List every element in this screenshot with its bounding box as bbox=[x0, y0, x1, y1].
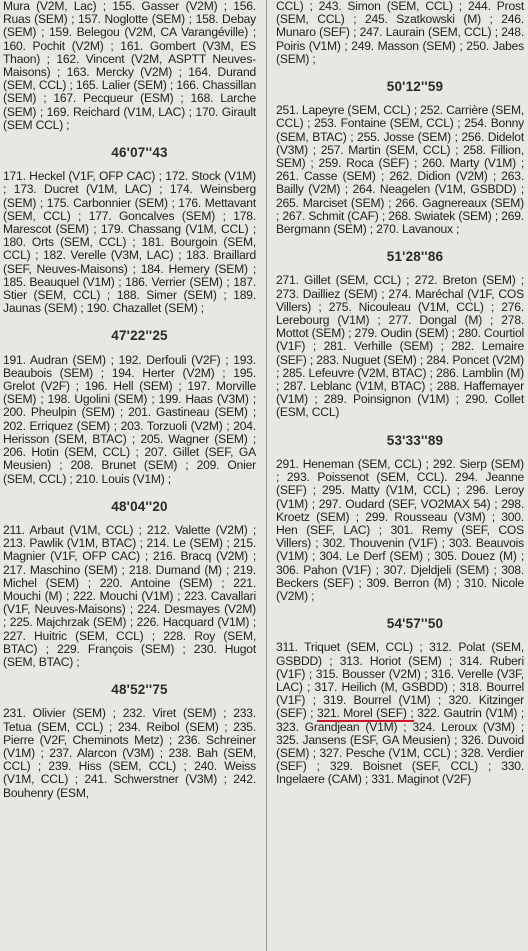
results-text: 171. Heckel (V1F, OFP CAC) ; 172. Stock (V1M) ; 173. Ducret (V1M, LAC) ; 174. Weinsberg (SEM) ; 175. Carbonnier (SEM) ; 176. Mettavant (SEM, CCL) ; 177. Goncalves (SEM) ; 178. Marescot (SEM) ; 179. Chassang (V1M, CCL) ; 180. Orts (SEM, CCL) ; 181. Bourgoin (SEM, CCL) ; 182. Verelle (V3M, LAC) ; 183. Braillard (SEF, Neuves-Maisons) ; 184. Hemery (SEM) ; 185. Beauquel (V1M) ; 186. Verrier (SEM) ; 187. Stier (SEM, CCL) ; 188. Simer (SEM) ; 189. Jaunas (SEM) ; 190. Chazallet (SEM) ; bbox=[3, 169, 256, 316]
results-text-after: 322. Gautrin (V1M) ; 323. Grandjean (V1M) ; 324. Leroux (V3M) ; 325. Jansens (ESF, GA Meusien) ; 326. Duvoid (SEM) ; 327. Pesche (V1M, CCL) ; 328. Verdier (SEF) ; 329. Boisnet (SEF, CCL) ; 330. Ingelaere (CAM) ; 331. Maginot (V2F) bbox=[276, 706, 524, 787]
results-text: 291. Heneman (SEM, CCL) ; 292. Sierp (SEM) ; 293. Poissenot (SEM, CCL). 294. Jeanne (SEF) ; 295. Matty (V1M, CCL) ; 296. Leroy (V1M) ; 297. Oudard (SEF, VO2MAX 54) ; 298. Kroetz (SEM) ; 299. Rousseau (V3M) ; 300. Hen (SEF, LAC) ; 301. Remy (SEF, COS Villers) ; 302. Thouvenin (V1F) ; 303. Beauvois (V1M) ; 304. Le Derf (SEM) ; 305. Douez (M) ; 306. Pahon (V1F) ; 307. Djeldjeli (SEM) ; 308. Beckers (SEF) ; 309. Berron (M) ; 310. Nicole (V2M) ; bbox=[276, 456, 524, 603]
results-text: 211. Arbaut (V1M, CCL) ; 212. Valette (V2M) ; 213. Pawlik (V1M, BTAC) ; 214. Le (SEM) ; 215. Magnier (V1F, OFP CAC) ; 216. Bracq (V2M) ; 217. Maschino (SEM) ; 218. Dumand (M) ; 219. Michel (SEM) ; 220. Antoine (SEM) ; 221. Mouchi (M) ; 222. Mouchi (V1M) ; 223. Cavallari (V1F, Neuves-Maisons) ; 224. Desmayes (V2M) ; 225. Majchrzak (SEM) ; 226. Hacquard (V1M) ; 227. Huitric (SEM, CCL) ; 228. Roy (SEM, BTAC) ; 229. François (SEM) ; 230. Hugot (SEM, BTAC) ; bbox=[3, 522, 256, 669]
results-text-before: 311. Triquet (SEM, CCL) ; 312. Polat (SEM, GSBDD) ; 313. Horiot (SEM) ; 314. Ruberi (V1F) ; 315. Bousser (V2M) ; 316. Verelle (V3F, LAC) ; 317. Heilich (M, GSBDD) ; 318. Bourrel (V1F) ; 319. Bourrel (V1M) ; 320. Kitzinger (SEF) ; bbox=[276, 640, 524, 721]
group-time: 46'07''43 bbox=[111, 145, 168, 161]
group-time: 50'12''59 bbox=[386, 79, 444, 95]
results-text: 251. Lapeyre (SEM, CCL) ; 252. Carrière (SEM, CCL) ; 253. Fontaine (SEM, CCL) ; 254. Bonny (SEM, BTAC) ; 255. Josse (SEM) ; 256. Didelot (V3M) ; 257. Martin (SEM, CCL) ; 258. Fillion, SEM) ; 259. Roca (SEF) ; 260. Marty (V1M) ; 261. Casse (SEM) ; 262. Didion (V2M) ; 263. Bailly (V2M) ; 264. Neagelen (V1M, GSBDD) ; 265. Marciset (SEM) ; 266. Gagnereaux (SEM) ; 267. Schmit (CAF) ; 268. Swiatek (SEM) ; 269. Bergmann (SEM) ; 270. Lavanoux ; bbox=[276, 103, 524, 237]
results-text: Mura (V2M, Lac) ; 155. Gasser (V2M) ; 156. Ruas (SEM) ; 157. Noglotte (SEM) ; 158. Debay (SEM) ; 159. Belegou (V2M, CA Varangéville) ; 160. Pochit (V2M) ; 161. Gombert (V3M, ES Thaon) ; 162. Vincent (V2M, ASPTT Neuves-Maisons) ; 163. Mercky (V2M) ; 164. Durand (SEM, CCL) ; 165. Lalier (SEM) ; 166. Chassillan (SEM) ; 167. Pecqueur (ESM) ; 168. Larche (SEM) ; 169. Reichard (V1M, LAC) ; 170. Girault (SEM CCL) ; bbox=[3, 0, 256, 132]
results-text: 271. Gillet (SEM, CCL) ; 272. Breton (SEM) ; 273. Dailliez (SEM) ; 274. Maréchal (V1F, COS Villers) ; 275. Nicouleau (V1M, CCL) ; 276. Lerebourg (V1M) ; 277. Dongal (M) ; 278. Mottot (SEM) ; 279. Oudin (SEM) ; 280. Courtiol (V1F) ; 281. Verhille (SEM) ; 282. Lemaire (SEF) ; 283. Nuguet (SEM) ; 284. Poncet (V2M) ; 285. Lefeuvre (V2M, BTAC) ; 286. Lamblin (M) ; 287. Leblanc (V1M, BTAC) ; 288. Haffemayer (V1M) ; 289. Poinsignon (V1M) ; 290. Collet (ESM, CCL) bbox=[276, 273, 524, 420]
column-divider bbox=[266, 0, 267, 951]
results-text bbox=[276, 641, 524, 786]
group-time: 51'28''86 bbox=[386, 249, 444, 265]
results-column-left bbox=[3, 0, 256, 951]
group-time: 53'33''89 bbox=[386, 432, 444, 448]
highlighted-entry: 321. Morel (SEF) ; bbox=[316, 706, 414, 721]
group-time: 48'04''20 bbox=[111, 498, 168, 514]
results-column-right bbox=[276, 0, 524, 951]
results-text: CCL) ; 243. Simon (SEM, CCL) ; 244. Prost (SEM, CCL) ; 245. Szatkowski (M) ; 246. Munaro (SEF) ; 247. Laurain (SEM, CCL) ; 248. Poiris (V1M) ; 249. Masson (SEM) ; 250. Jabes (SEM) ; bbox=[276, 0, 524, 66]
results-text: 231. Olivier (SEM) ; 232. Viret (SEM) ; 233. Tetua (SEM, CCL) ; 234. Reibol (SEM) ; 235. Pierre (V2F, Cheminots Metz) ; 236. Schreiner (V1M) ; 237. Alarcon (V3M) ; 238. Bah (SEM, CCL) ; 239. Hiss (SEM, CCL) ; 240. Weiss (V1M, CCL) ; 241. Schwerstner (V3M) ; 242. Bouhenry (ESM, bbox=[3, 706, 256, 800]
group-time: 54'57''50 bbox=[386, 616, 444, 632]
group-time: 47'22''25 bbox=[111, 328, 168, 344]
results-text: 191. Audran (SEM) ; 192. Derfouli (V2F) ; 193. Beaubois (SEM) ; 194. Herter (V2M) ; 195. Grelot (V2F) ; 196. Hell (SEM) ; 197. Morville (SEM) ; 198. Ugolini (SEM) ; 199. Haas (V3M) ; 200. Pheulpin (SEM) ; 201. Gastineau (SEM) ; 202. Erriquez (SEM) ; 203. Torzuoli (V2M) ; 204. Herisson (SEM, BTAC) ; 205. Wagner (SEM) ; 206. Hotin (SEM, CCL) ; 207. Gillet (SEF, GA Meusien) ; 208. Brunet (SEM) ; 209. Onier (SEM, CCL) ; 210. Louis (V1M) ; bbox=[3, 352, 256, 486]
group-time: 48'52''75 bbox=[111, 682, 168, 698]
